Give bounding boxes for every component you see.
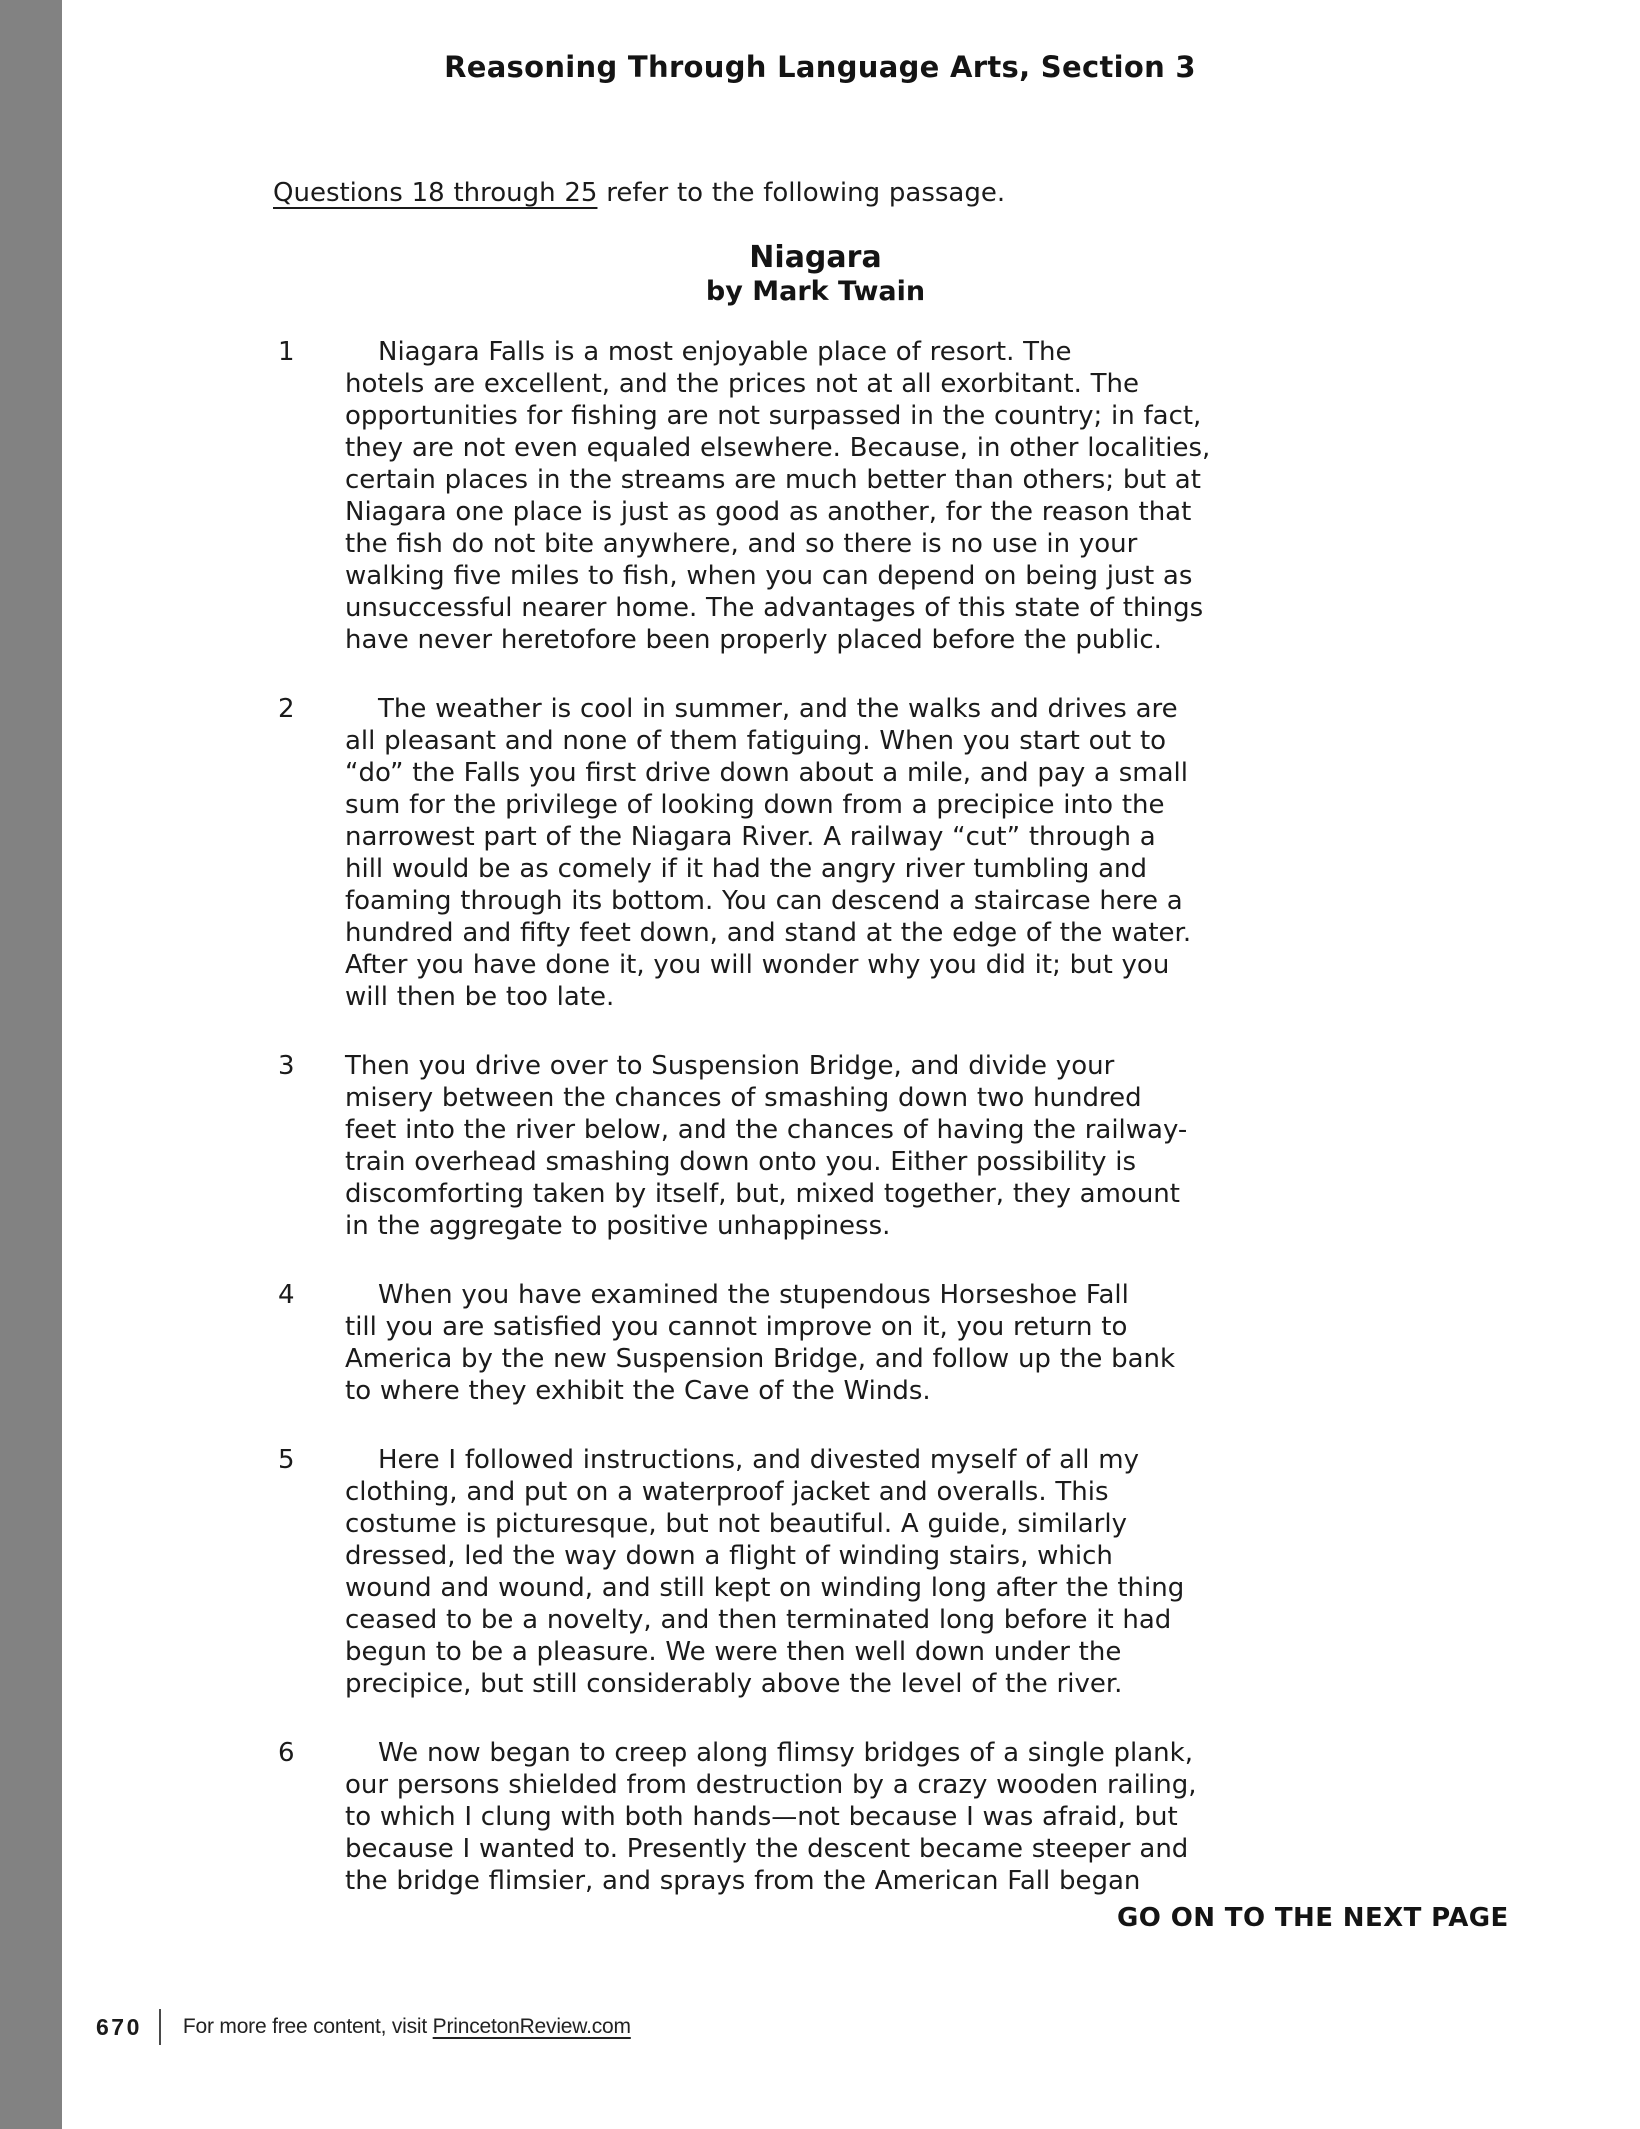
passage-line: certain places in the streams are much better than others; but at [345, 465, 1201, 495]
page-number: 670 [96, 2013, 142, 2040]
paragraph-text [345, 1279, 1286, 1407]
passage-paragraph [278, 1050, 1308, 1242]
passage-line: to where they exhibit the Cave of the Winds. [345, 1376, 931, 1406]
passage-line: misery between the chances of smashing down two hundred [345, 1083, 1142, 1113]
passage-paragraph [278, 1279, 1308, 1407]
passage-line: in the aggregate to positive unhappiness. [345, 1211, 891, 1241]
passage-line: sum for the privilege of looking down from a precipice into the [345, 790, 1165, 820]
page-margin-bar [0, 0, 62, 2129]
passage-line: Niagara one place is just as good as another, for the reason that [345, 497, 1192, 527]
passage-byline: by Mark Twain [705, 276, 926, 307]
paragraph-text [345, 693, 1286, 1013]
passage-line: hill would be as comely if it had the angry river tumbling and [345, 854, 1148, 884]
question-range: Questions 18 through 25 [273, 178, 598, 208]
passage-line: America by the new Suspension Bridge, and follow up the bank [345, 1344, 1176, 1374]
section-header: Reasoning Through Language Arts, Section 3 [444, 50, 1196, 84]
footer-text [183, 2015, 631, 2039]
passage-line: hundred and fifty feet down, and stand at the edge of the water. [345, 918, 1192, 948]
passage-line: The weather is cool in summer, and the walks and drives are [378, 694, 1178, 724]
passage-line: We now began to creep along flimsy bridges of a single plank, [378, 1738, 1193, 1768]
passage-paragraph [278, 336, 1308, 656]
passage-line: they are not even equaled elsewhere. Because, in other localities, [345, 433, 1211, 463]
passage-line: clothing, and put on a waterproof jacket and overalls. This [345, 1477, 1109, 1507]
paragraph-text [345, 336, 1286, 656]
passage-line: because I wanted to. Presently the descent became steeper and [345, 1834, 1189, 1864]
passage-header [345, 241, 1286, 308]
passage-line: will then be too late. [345, 982, 615, 1012]
passage-line: “do” the Falls you first drive down about a mile, and pay a small [345, 758, 1188, 788]
passage-line: the bridge flimsier, and sprays from the American Fall began [345, 1866, 1141, 1896]
go-on-instruction: GO ON TO THE NEXT PAGE [1117, 1903, 1509, 1933]
passage-line: When you have examined the stupendous Horseshoe Fall [378, 1280, 1129, 1310]
passage-line: train overhead smashing down onto you. Either possibility is [345, 1147, 1137, 1177]
passage-line: till you are satisfied you cannot improve on it, you return to [345, 1312, 1128, 1342]
passage-line: begun to be a pleasure. We were then well down under the [345, 1637, 1122, 1667]
passage-line: wound and wound, and still kept on winding long after the thing [345, 1573, 1185, 1603]
passage-line: ceased to be a novelty, and then terminated long before it had [345, 1605, 1172, 1635]
passage-line: narrowest part of the Niagara River. A railway “cut” through a [345, 822, 1156, 852]
passage-line: Then you drive over to Suspension Bridge, and divide your [345, 1051, 1115, 1081]
passage-line: have never heretofore been properly placed before the public. [345, 625, 1162, 655]
passage-line: foaming through its bottom. You can descend a staircase here a [345, 886, 1183, 916]
passage-line: opportunities for fishing are not surpassed in the country; in fact, [345, 401, 1202, 431]
passage-line: feet into the river below, and the chances of having the railway- [345, 1115, 1188, 1145]
passage-line: to which I clung with both hands—not because I was afraid, but [345, 1802, 1178, 1832]
footer-link[interactable]: PrincetonReview.com [432, 2015, 631, 2038]
passage-line: walking five miles to fish, when you can depend on being just as [345, 561, 1193, 591]
passage-line: unsuccessful nearer home. The advantages of this state of things [345, 593, 1204, 623]
paragraph-number: 2 [278, 694, 295, 724]
passage-paragraph [278, 1737, 1308, 1897]
passage-title: Niagara [749, 240, 882, 275]
footer-text-prefix: For more free content, visit [182, 2015, 433, 2038]
passage-line: the fish do not bite anywhere, and so there is no use in your [345, 529, 1138, 559]
passage-line: hotels are excellent, and the prices not at all exorbitant. The [345, 369, 1139, 399]
passage-paragraph [278, 693, 1308, 1013]
passage-line: costume is picturesque, but not beautiful. A guide, similarly [345, 1509, 1127, 1539]
paragraph-number: 6 [278, 1738, 295, 1768]
passage-line: Niagara Falls is a most enjoyable place of resort. The [378, 337, 1072, 367]
intro-rest: refer to the following passage. [597, 178, 1006, 208]
paragraph-number: 3 [278, 1051, 295, 1081]
passage-line: dressed, led the way down a flight of winding stairs, which [345, 1541, 1113, 1571]
passage-body [278, 336, 1308, 1934]
paragraph-number: 4 [278, 1280, 295, 1310]
passage-line: Here I followed instructions, and divested myself of all my [378, 1445, 1139, 1475]
paragraph-number: 1 [278, 337, 295, 367]
passage-line: all pleasant and none of them fatiguing. When you start out to [345, 726, 1167, 756]
paragraph-text [345, 1050, 1286, 1242]
page-footer [96, 2008, 631, 2046]
passage-line: our persons shielded from destruction by a crazy wooden railing, [345, 1770, 1197, 1800]
paragraph-text [345, 1737, 1286, 1897]
passage-intro [273, 177, 1005, 209]
passage-paragraph [278, 1444, 1308, 1700]
passage-line: precipice, but still considerably above the level of the river. [345, 1669, 1123, 1699]
passage-line: After you have done it, you will wonder why you did it; but you [345, 950, 1170, 980]
paragraph-number: 5 [278, 1445, 295, 1475]
paragraph-text [345, 1444, 1286, 1700]
footer-divider [159, 2009, 161, 2045]
passage-line: discomforting taken by itself, but, mixed together, they amount [345, 1179, 1180, 1209]
